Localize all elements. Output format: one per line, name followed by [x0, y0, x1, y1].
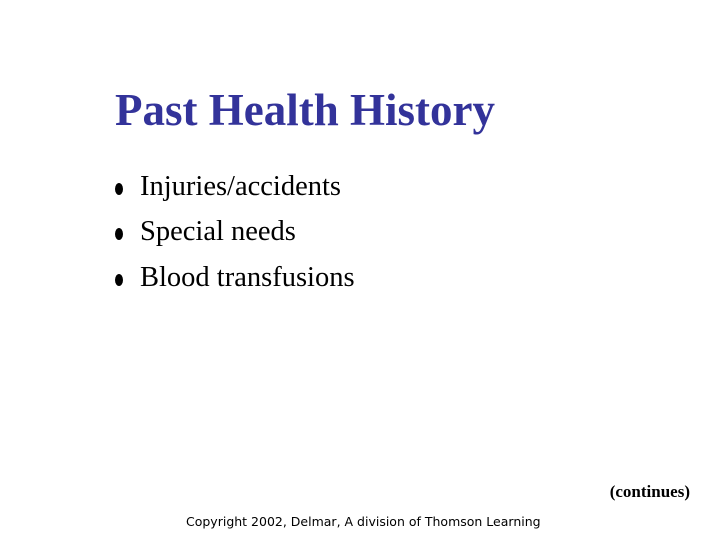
copyright-footer: Copyright 2002, Delmar, A division of Thomson Learning [186, 514, 541, 529]
bullet-item [113, 210, 355, 256]
bullet-text: Injuries/accidents [140, 170, 342, 202]
continues-note: (continues) [609, 482, 690, 501]
bullet-list [113, 164, 355, 301]
bullet-text: Blood transfusions [140, 261, 355, 293]
bullet-item [113, 255, 355, 301]
bullet-text: Special needs [140, 216, 296, 248]
bullet-dot-icon [115, 183, 123, 195]
bullet-item [113, 164, 355, 210]
slide-title: Past Health History [115, 85, 495, 135]
bullet-dot-icon [115, 228, 123, 240]
bullet-dot-icon [115, 274, 123, 286]
